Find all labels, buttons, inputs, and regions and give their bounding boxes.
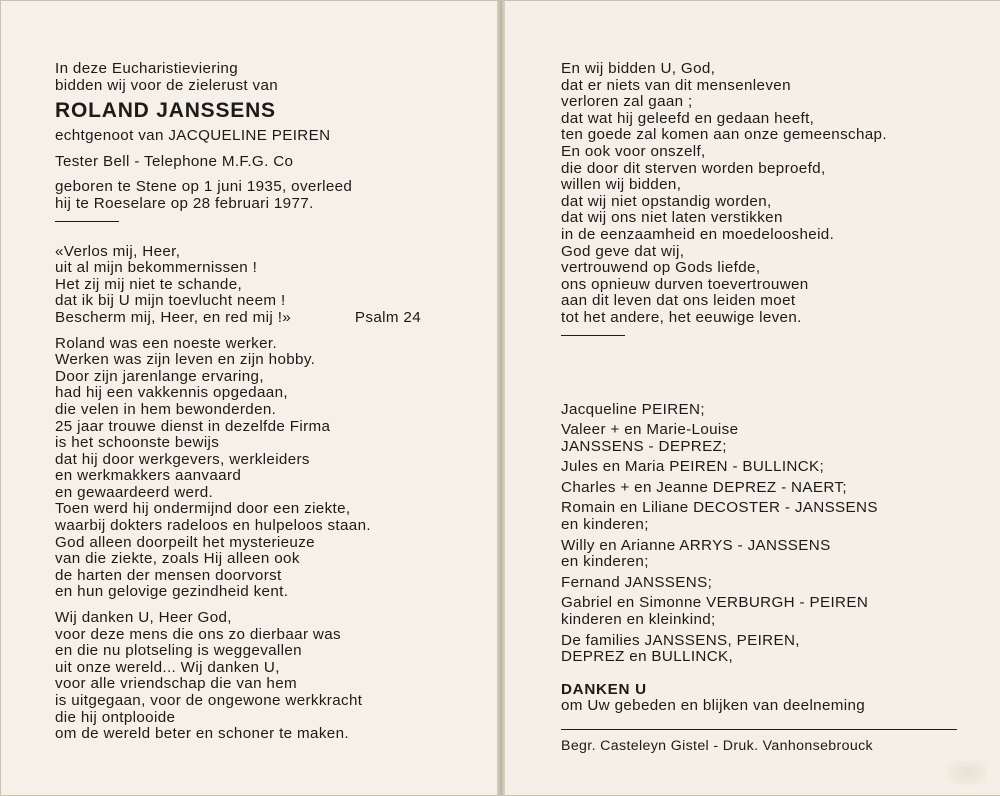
paper-stain <box>947 761 987 785</box>
family-line: Valeer + en Marie-Louise <box>561 421 739 439</box>
family-entry <box>561 459 1000 476</box>
thanks-text: om Uw gebeden en blijken van deelneming <box>561 697 866 715</box>
family-line: Charles + en Jeanne DEPREZ - NAERT; <box>561 478 847 496</box>
thanks-line: is uitgegaan, voor de ongewone werkkracht <box>55 692 363 709</box>
family-line: en kinderen; <box>561 516 649 534</box>
bio-line: is het schoonste bewijs <box>55 434 220 452</box>
bio-line: Toen werd hij ondermijnd door een ziekte, <box>55 500 351 518</box>
thanks-line: en die nu plotseling is weggevallen <box>55 642 302 660</box>
quote-line: Het zij mij niet te schande, <box>55 275 243 293</box>
prayer-line: ons opnieuw durven toevertrouwen <box>561 275 809 293</box>
thanks-title: DANKEN U <box>561 680 647 698</box>
thanks-line: Wij danken U, Heer God, <box>55 609 232 627</box>
prayer-line: willen wij bidden, <box>561 176 682 194</box>
family-entry <box>561 595 1000 628</box>
prayer-line: God geve dat wij, <box>561 242 685 260</box>
prayer-line: dat wij ons niet laten verstikken <box>561 209 783 227</box>
bio-line: de harten der mensen doorvorst <box>55 566 282 584</box>
prayer-line: ten goede zal komen aan onze gemeenschap. <box>561 126 887 144</box>
family-entry <box>561 538 1000 571</box>
thanks-line: om de wereld beter en schoner te maken. <box>55 725 349 743</box>
family-line: Fernand JANSSENS; <box>561 573 713 591</box>
prayer-line: En ook voor onszelf, <box>561 142 706 160</box>
right-page <box>505 1 1000 795</box>
quote-line: dat ik bij U mijn toevlucht neem ! <box>55 292 286 310</box>
bio-line: waarbij dokters radeloos en hulpeloos staan. <box>55 517 371 535</box>
family-line: Gabriel en Simonne VERBURGH - PEIREN <box>561 594 869 612</box>
quote-line: uit al mijn bekommernissen ! <box>55 259 258 277</box>
birth-death-line: hij te Roeselare op 28 februari 1977. <box>55 194 314 212</box>
bio-line: en gewaardeerd werd. <box>55 483 214 501</box>
family-line: DEPREZ en BULLINCK, <box>561 648 734 666</box>
bio-line: dat hij door werkgevers, werkleiders <box>55 450 310 468</box>
prayer-text <box>561 61 1000 327</box>
intro-text <box>55 61 499 94</box>
family-line: kinderen en kleinkind; <box>561 611 716 629</box>
prayer-line: in de eenzaamheid en moedeloosheid. <box>561 225 835 243</box>
family-list <box>561 402 1000 666</box>
family-entry <box>561 422 1000 455</box>
thanks-line: voor deze mens die ons zo dierbaar was <box>55 625 341 643</box>
divider <box>55 221 119 222</box>
family-entry <box>561 575 1000 592</box>
birth-death-text <box>55 179 499 212</box>
family-line: Romain en Liliane DECOSTER - JANSSENS <box>561 499 878 517</box>
bio-line: Werken was zijn leven en zijn hobby. <box>55 351 316 369</box>
prayer-line: dat wij niet opstandig worden, <box>561 192 772 210</box>
bio-line: van die ziekte, zoals Hij alleen ook <box>55 550 300 568</box>
prayer-line: dat wat hij geleefd en gedaan heeft, <box>561 109 815 127</box>
quote-line: «Verlos mij, Heer, <box>55 242 181 260</box>
prayer-line: dat er niets van dit mensenleven <box>561 76 791 94</box>
birth-death-line: geboren te Stene op 1 juni 1935, overleed <box>55 178 353 196</box>
biography-text <box>55 336 499 602</box>
intro-line: bidden wij voor de zielerust van <box>55 76 279 94</box>
family-line: Jacqueline PEIREN; <box>561 400 705 418</box>
family-entry <box>561 480 1000 497</box>
thanks-line: die hij ontplooide <box>55 708 176 726</box>
thanksgiving-text <box>55 610 499 743</box>
family-line: De families JANSSENS, PEIREN, <box>561 631 800 649</box>
bio-line: 25 jaar trouwe dienst in dezelfde Firma <box>55 417 331 435</box>
thanks-line: uit onze wereld... Wij danken U, <box>55 658 280 676</box>
family-line: Jules en Maria PEIREN - BULLINCK; <box>561 458 825 476</box>
bio-line: God alleen doorpeilt het mysterieuze <box>55 533 315 551</box>
bio-line: en hun gelovige gezindheid kent. <box>55 583 289 601</box>
prayer-line: vertrouwend op Gods liefde, <box>561 259 761 277</box>
bio-line: had hij een vakkennis opgedaan, <box>55 384 288 402</box>
occupation-line: Tester Bell - Telephone M.F.G. Co <box>55 152 294 170</box>
prayer-line: tot het andere, het eeuwige leven. <box>561 308 802 326</box>
spouse-line: echtgenoot van JACQUELINE PEIREN <box>55 127 331 145</box>
prayer-line: die door dit sterven worden beproefd, <box>561 159 826 177</box>
family-entry <box>561 633 1000 666</box>
prayer-line: aan dit leven dat ons leiden moet <box>561 292 796 310</box>
quote-line: Bescherm mij, Heer, en red mij !» <box>55 308 292 326</box>
left-page <box>1 1 499 795</box>
printer-credit: Begr. Casteleyn Gistel - Druk. Vanhonsebrouck <box>561 729 957 754</box>
deceased-name: ROLAND JANSSENS <box>55 99 276 123</box>
family-entry <box>561 402 1000 419</box>
psalm-quote <box>55 244 499 327</box>
family-line: JANSSENS - DEPREZ; <box>561 437 727 455</box>
quote-source: Psalm 24 <box>354 308 421 326</box>
family-entry <box>561 500 1000 533</box>
thanks-line: voor alle vriendschap die van hem <box>55 675 298 693</box>
family-line: en kinderen; <box>561 553 649 571</box>
bio-line: Roland was een noeste werker. <box>55 334 278 352</box>
divider <box>561 335 625 336</box>
bio-line: Door zijn jarenlange ervaring, <box>55 367 264 385</box>
bio-line: en werkmakkers aanvaard <box>55 467 242 485</box>
family-line: Willy en Arianne ARRYS - JANSSENS <box>561 536 831 554</box>
intro-line: In deze Eucharistieviering <box>55 60 239 77</box>
prayer-line: En wij bidden U, God, <box>561 60 716 77</box>
bio-line: die velen in hem bewonderden. <box>55 400 277 418</box>
prayer-line: verloren zal gaan ; <box>561 93 693 111</box>
